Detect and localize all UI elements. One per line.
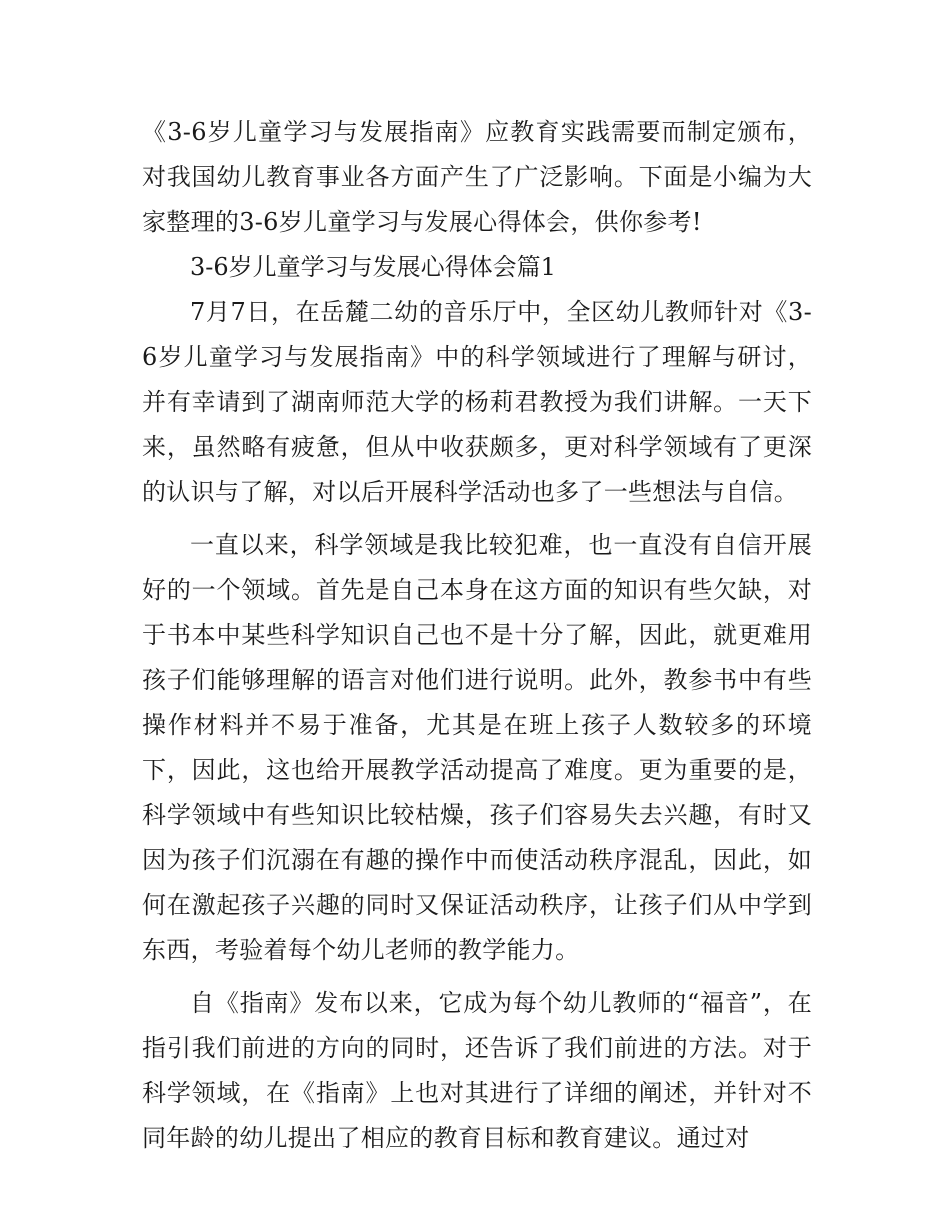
body-paragraph-2: 一直以来，科学领域是我比较犯难，也一直没有自信开展好的一个领域。首先是自己本身在这方面的知识有些欠缺，对于书本中某些科学知识自己也不是十分了解，因此，就更难用孩子们能够理解的语言对他们进行说明。此外，教参书中有些操作材料并不易于准备，尤其是在班上孩子人数较多的环境下，因此，这也给开展教学活动提高了难度。更为重要的是，科学领域中有些知识比较枯燥，孩子们容易失去兴趣，有时又因为孩子们沉溺在有趣的操作中而使活动秩序混乱，因此，如何在激起孩子兴趣的同时又保证活动秩序，让孩子们从中学到东西，考验着每个幼儿老师的教学能力。 bbox=[142, 531, 812, 964]
document-body bbox=[142, 110, 812, 1161]
intro-paragraph: 《3-6岁儿童学习与发展指南》应教育实践需要而制定颁布，对我国幼儿教育事业各方面产生了广泛影响。下面是小编为大家整理的3-6岁儿童学习与发展心得体会，供你参考! bbox=[142, 118, 812, 236]
body-paragraph-3: 自《指南》发布以来，它成为每个幼儿教师的“福音”，在指引我们前进的方向的同时，还告诉了我们前进的方法。对于科学领域，在《指南》上也对其进行了详细的阐述，并针对不同年龄的幼儿提出了相应的教育目标和教育建议。通过对 bbox=[142, 989, 812, 1152]
section-title: 3-6岁儿童学习与发展心得体会篇1 bbox=[190, 253, 556, 281]
body-paragraph-1: 7月7日，在岳麓二幼的音乐厅中，全区幼儿教师针对《3-6岁儿童学习与发展指南》中的科学领域进行了理解与研讨，并有幸请到了湖南师范大学的杨莉君教授为我们讲解。一天下来，虽然略有疲惫，但从中收获颇多，更对科学领域有了更深的认识与了解，对以后开展科学活动也多了一些想法与自信。 bbox=[142, 298, 812, 506]
